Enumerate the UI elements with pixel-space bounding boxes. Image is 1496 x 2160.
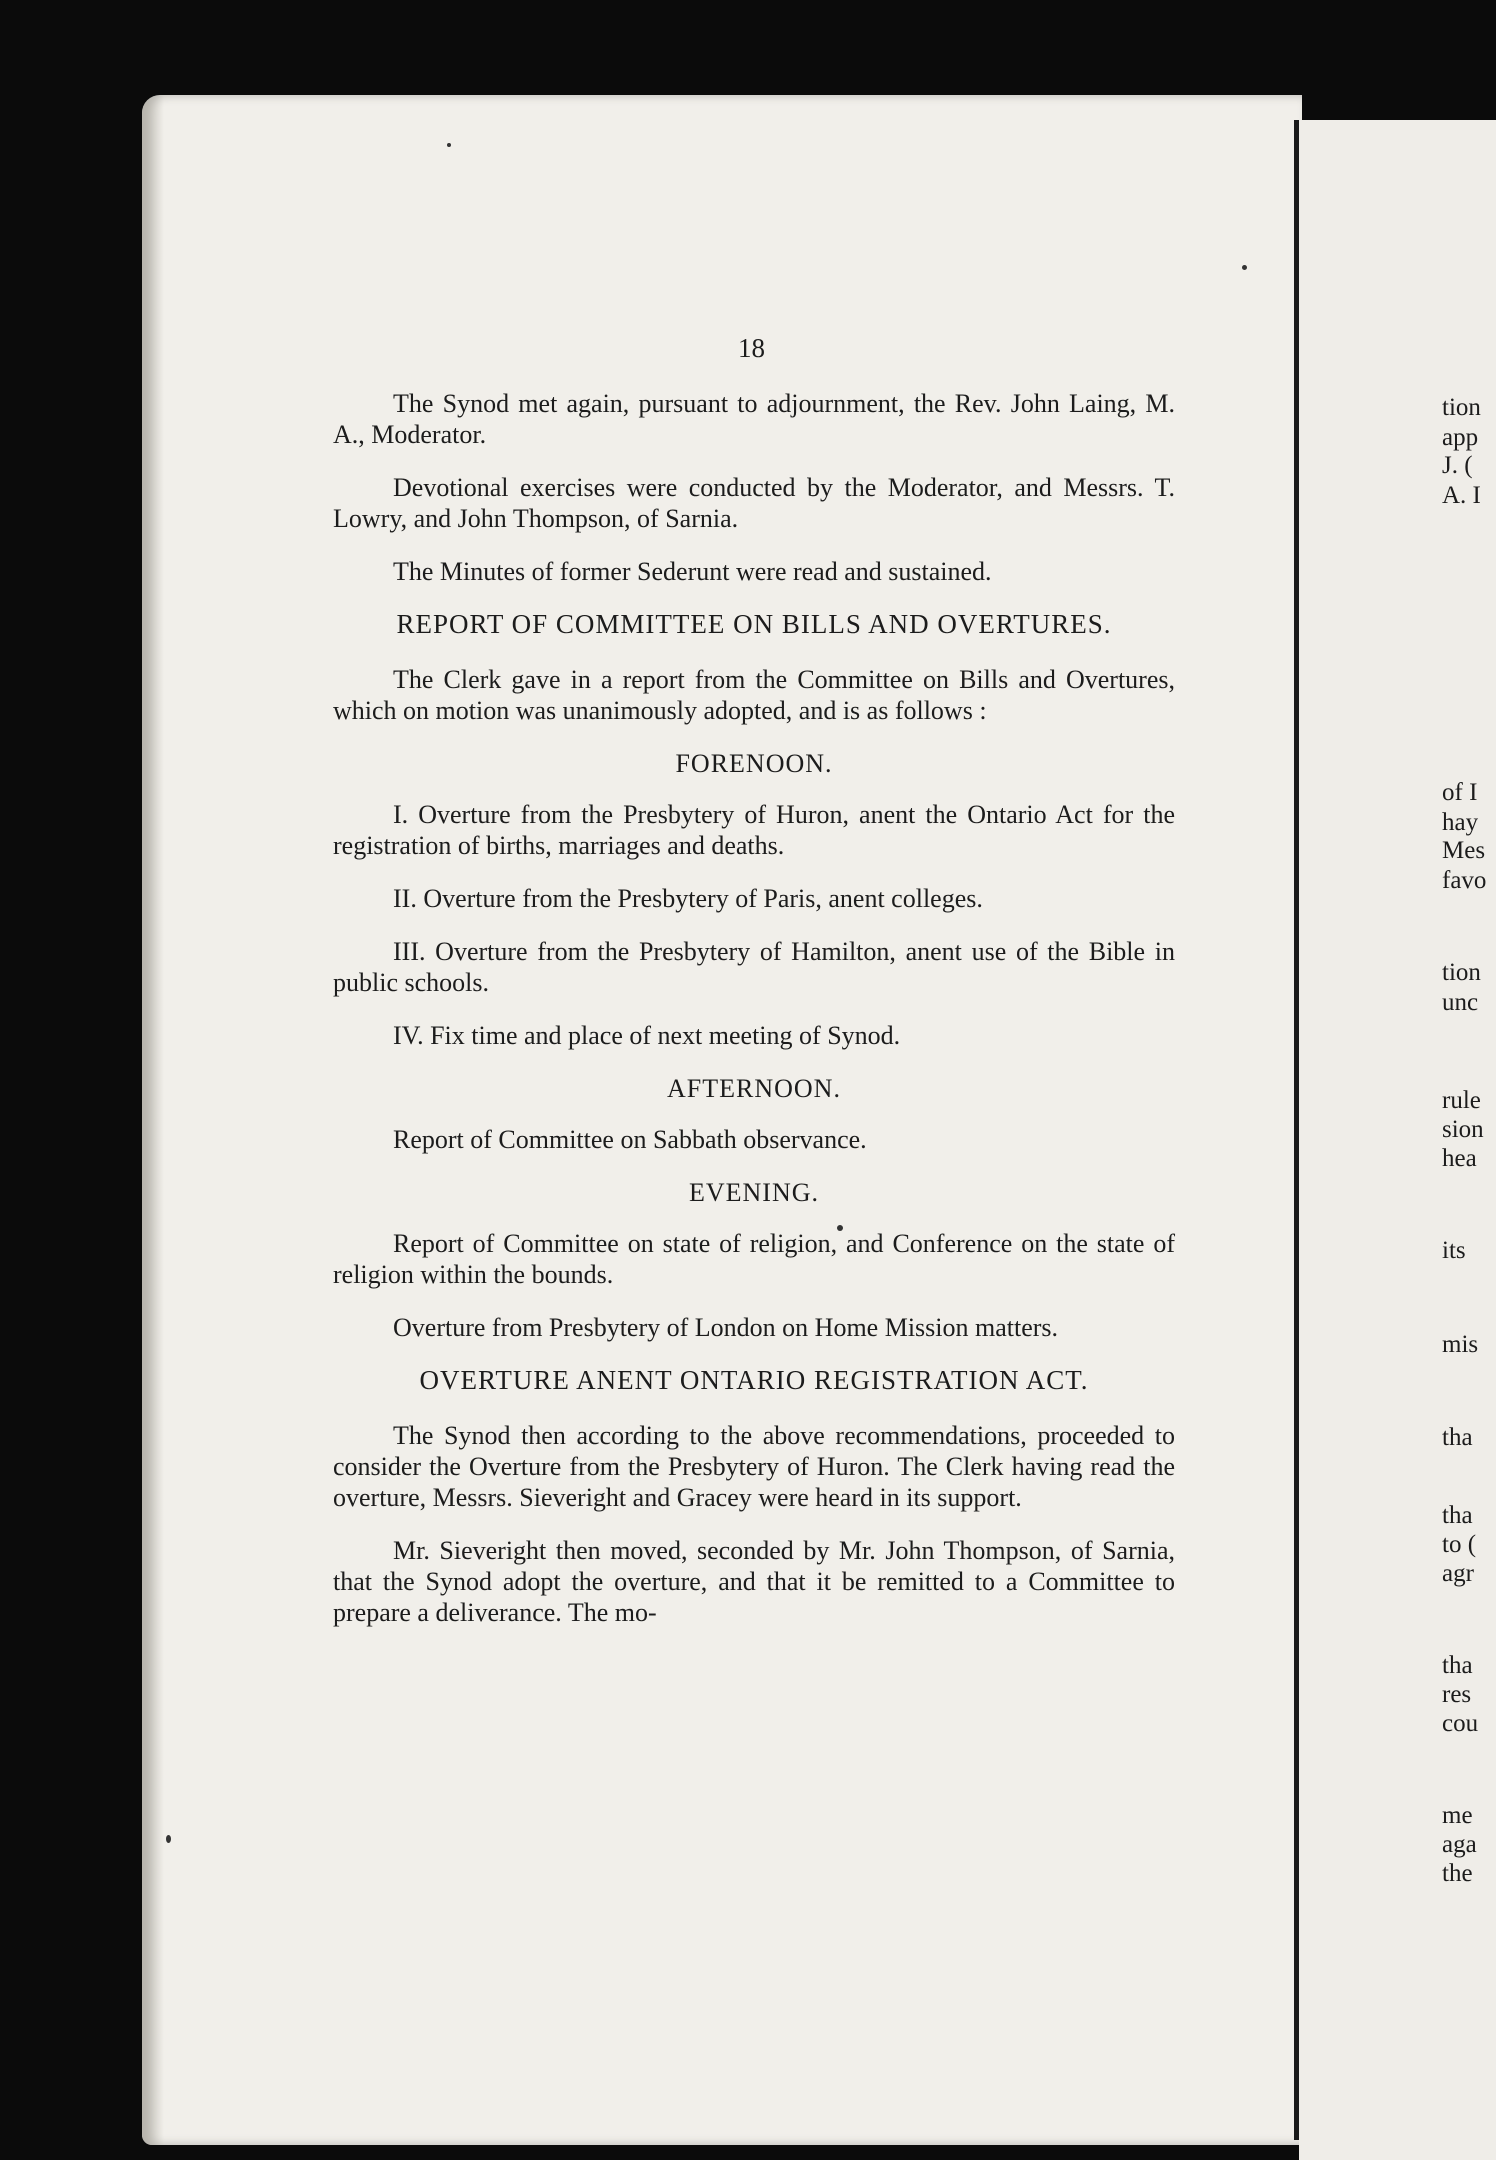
page-body (333, 388, 1175, 1650)
fragment: to ( (1442, 1531, 1477, 1558)
fragment: favo (1442, 867, 1487, 894)
afternoon-item: Report of Committee on Sabbath observance. (393, 1125, 867, 1154)
fragment: the (1442, 1860, 1473, 1887)
fragment: hay (1442, 809, 1479, 836)
fragment: hea (1442, 1145, 1477, 1172)
fragment: me (1442, 1802, 1473, 1829)
fragment: cou (1442, 1710, 1479, 1737)
page-number: 18 (738, 333, 765, 363)
subheading-evening: EVENING. (688, 1178, 820, 1207)
fragment: tha (1442, 1424, 1473, 1451)
fragment: aga (1442, 1831, 1477, 1858)
fragment: tion (1442, 394, 1481, 421)
next-page-edge (1299, 120, 1496, 2160)
fragment: app (1442, 424, 1479, 451)
evening-item: Overture from Presbytery of London on Home Mission matters. (393, 1313, 1059, 1342)
fragment: agr (1442, 1560, 1474, 1587)
fragment: sion (1442, 1116, 1484, 1143)
fragment: tha (1442, 1652, 1473, 1679)
heading-bills-overtures: REPORT OF COMMITTEE ON BILLS AND OVERTURES. (396, 609, 1112, 639)
fragment: tion (1442, 959, 1481, 986)
paragraph-synod-met: The Synod met again, pursuant to adjournment, the Rev. John Laing, M. A., Moderator. (333, 389, 1175, 449)
fragment: rule (1442, 1087, 1481, 1114)
paragraph-overture-considered: The Synod then according to the above recommendations, proceeded to consider the Overture from the Presbytery of Huron. The Clerk having read the overture, Messrs. Sieveright and Gracey were heard in its support. (333, 1421, 1175, 1512)
fragment: A. I (1442, 482, 1481, 509)
heading-registration-act: OVERTURE ANENT ONTARIO REGISTRATION ACT. (419, 1365, 1089, 1395)
fragment: J. ( (1442, 452, 1473, 479)
overture-item: IV. Fix time and place of next meeting of Synod. (393, 1021, 901, 1050)
fragment: res (1442, 1681, 1472, 1708)
evening-item: Report of Committee on state of religion, and Conference on the state of religion within the bounds. (333, 1229, 1175, 1289)
fragment: tha (1442, 1502, 1473, 1529)
subheading-afternoon: AFTERNOON. (667, 1074, 841, 1103)
fragment: of I (1442, 779, 1478, 806)
fragment: its (1442, 1237, 1466, 1264)
paragraph-devotional: Devotional exercises were conducted by the Moderator, and Messrs. T. Lowry, and John Thompson, of Sarnia. (333, 473, 1175, 533)
fragment: unc (1442, 989, 1479, 1016)
fragment: mis (1442, 1331, 1479, 1358)
paragraph-motion: Mr. Sieveright then moved, seconded by Mr. John Thompson, of Sarnia, that the Synod adopt the overture, and that it be remitted to a Committee to prepare a deliverance. The mo- (333, 1536, 1175, 1627)
fragment: Mes (1442, 837, 1486, 864)
overture-item: III. Overture from the Presbytery of Hamilton, anent use of the Bible in public schools. (333, 937, 1175, 997)
paragraph-minutes: The Minutes of former Sederunt were read and sustained. (393, 557, 992, 586)
overture-item: II. Overture from the Presbytery of Paris, anent colleges. (393, 884, 983, 913)
subheading-forenoon: FORENOON. (675, 749, 833, 778)
overture-item: I. Overture from the Presbytery of Huron, anent the Ontario Act for the registration of births, marriages and deaths. (333, 800, 1175, 860)
paragraph-clerk-report: The Clerk gave in a report from the Committee on Bills and Overtures, which on motion was unanimously adopted, and is as follows : (333, 665, 1175, 725)
